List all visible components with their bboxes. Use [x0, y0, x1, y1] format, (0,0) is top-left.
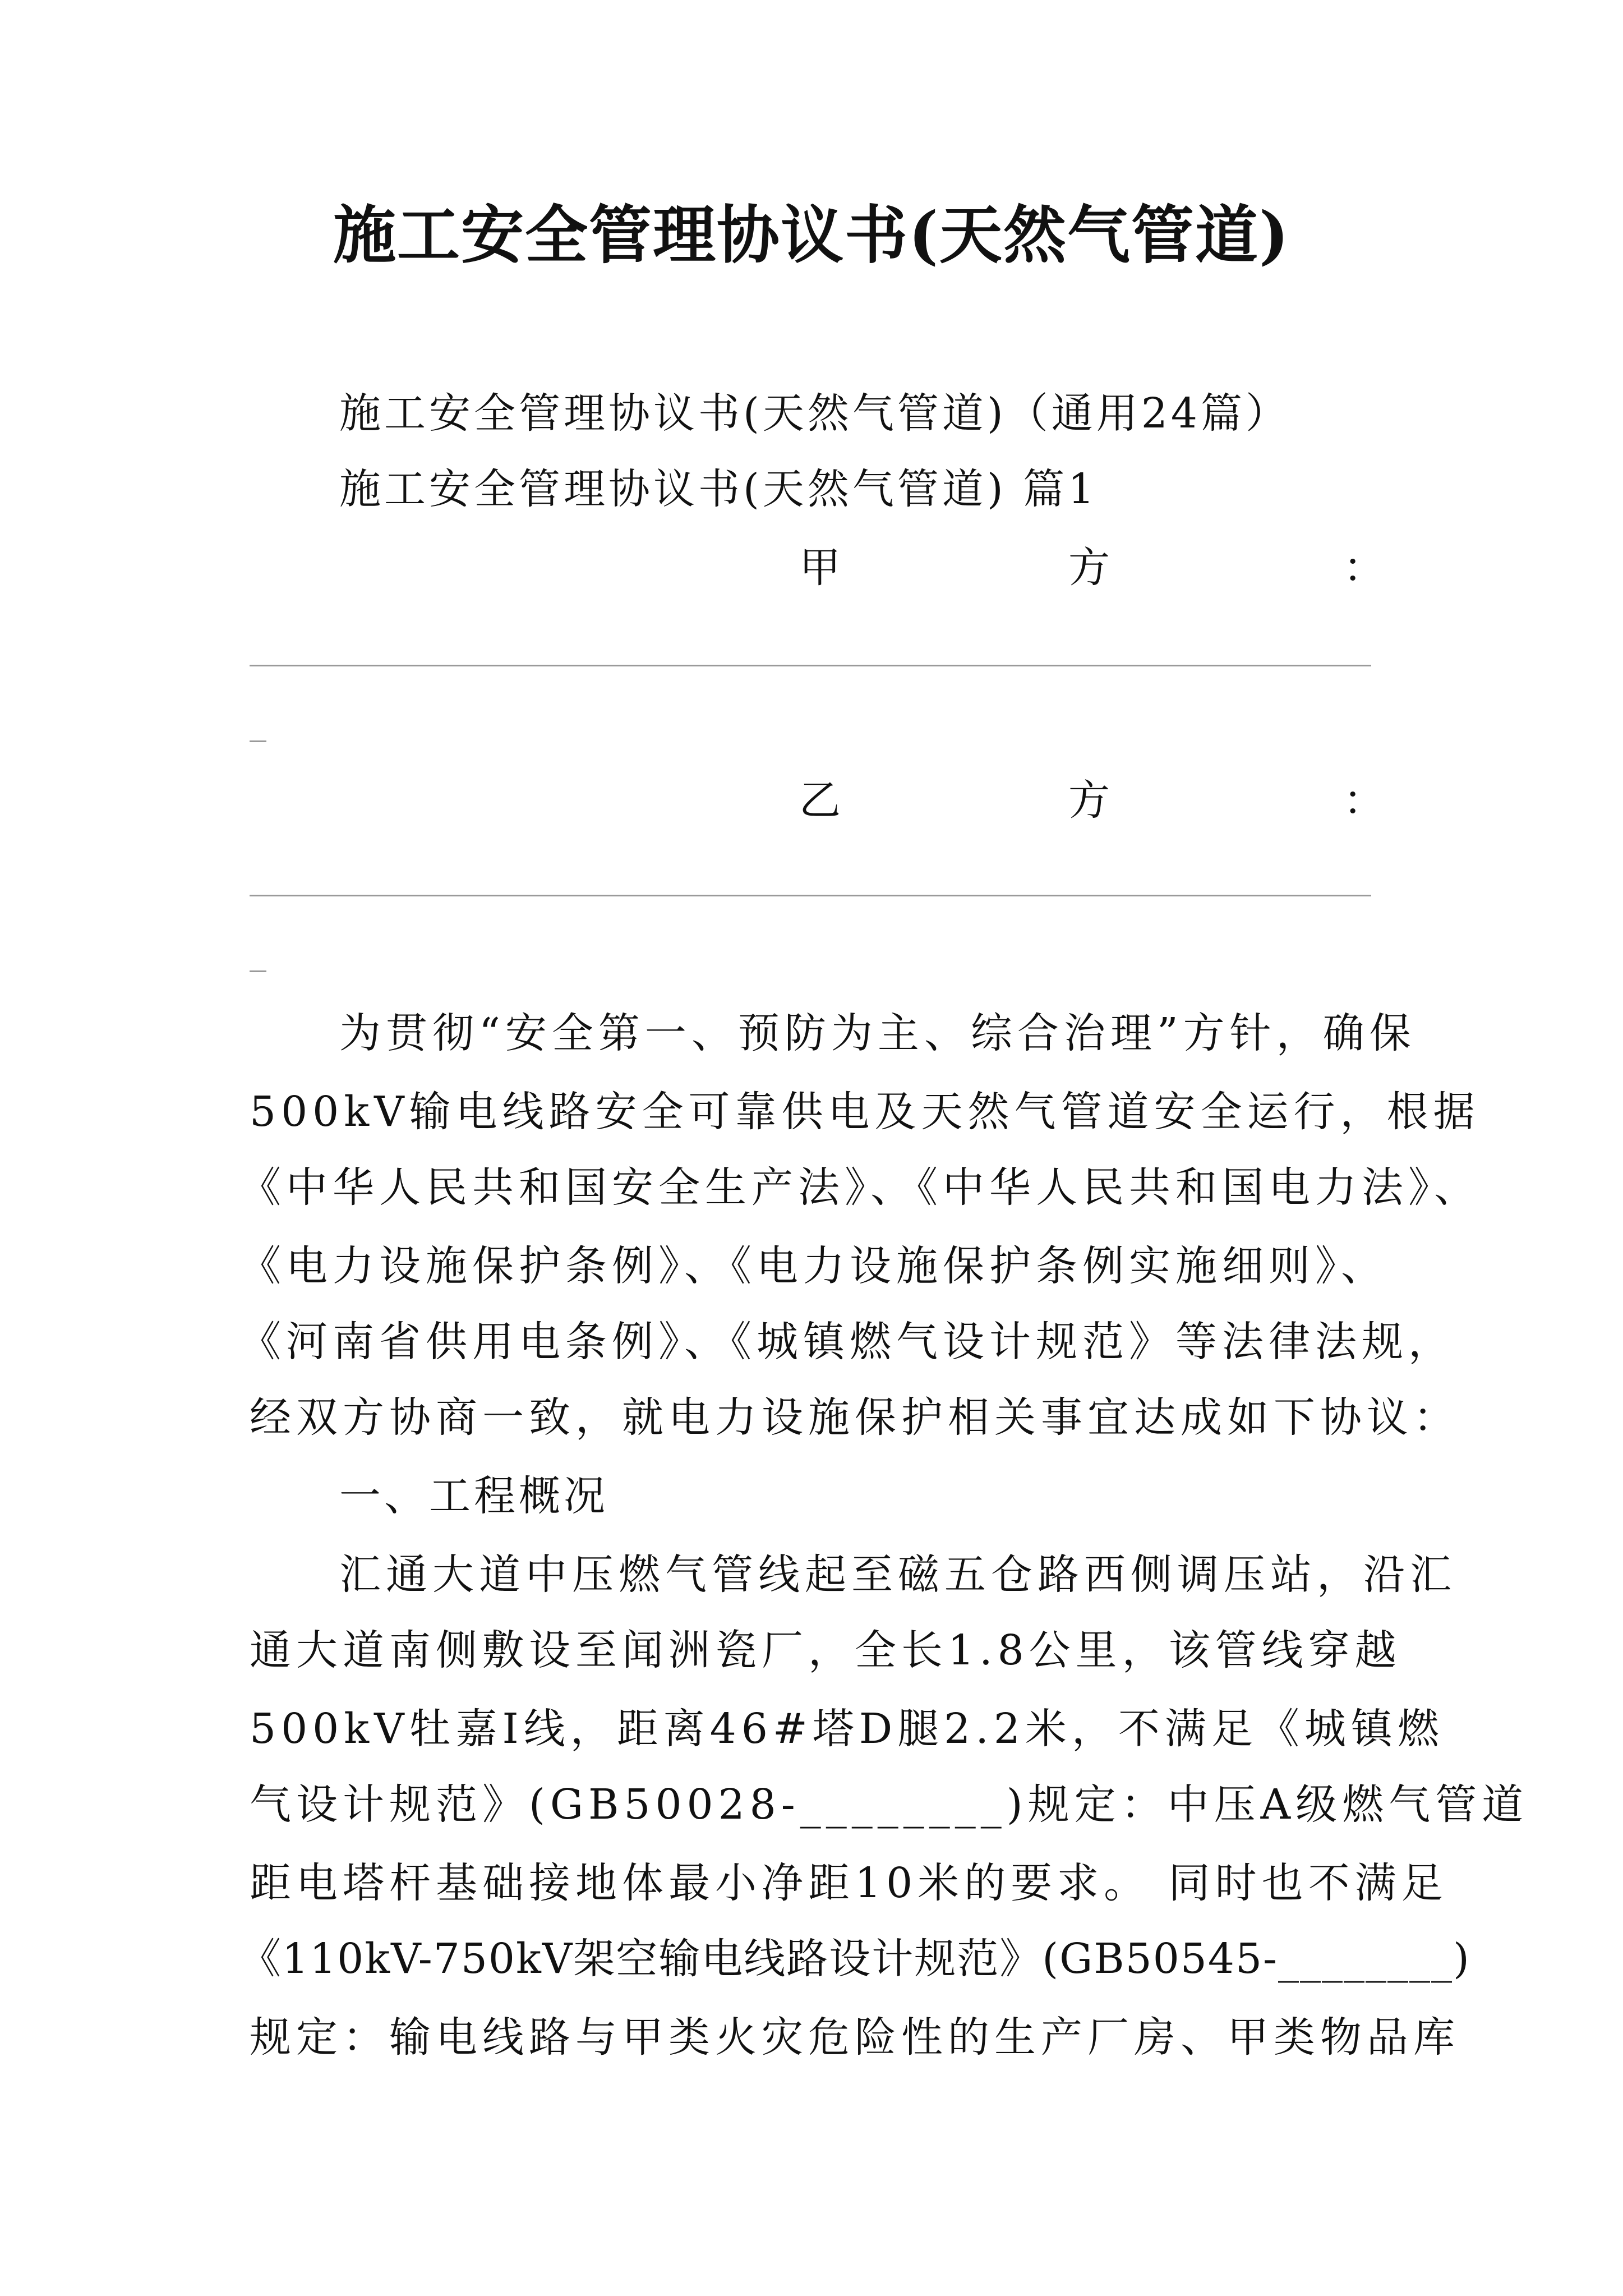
- party-a-fill-line: [250, 665, 1371, 666]
- subtitle-part: 施工安全管理协议书(天然气管道) 篇1: [339, 465, 1098, 513]
- paragraph-line: 《电力设施保护条例》、《电力设施保护条例实施细则》、: [239, 1242, 1387, 1290]
- party-b-char1: 乙: [799, 776, 841, 825]
- party-b-colon: ：: [1343, 776, 1385, 825]
- section-heading: 一、工程概况: [339, 1472, 608, 1520]
- paragraph-line: 通大道南侧敷设至闻洲瓷厂，全长1.8公里，该管线穿越: [250, 1626, 1401, 1674]
- paragraph-line: 《河南省供用电条例》、《城镇燃气设计规范》等法律法规，: [239, 1318, 1455, 1366]
- party-a-fill-dash: [250, 740, 266, 742]
- document-title: 施工安全管理协议书(天然气管道): [333, 199, 1290, 272]
- party-a-char1: 甲: [799, 544, 841, 592]
- party-b-fill-dash: [250, 970, 266, 972]
- party-b-fill-line: [250, 895, 1371, 896]
- paragraph-line: 为贯彻“安全第一、预防为主、综合治理”方针，确保: [339, 1009, 1416, 1057]
- paragraph-line: 气设计规范》(GB50028-________)规定：中压A级燃气管道: [250, 1780, 1529, 1829]
- paragraph-line: 500kV输电线路安全可靠供电及天然气管道安全运行，根据: [250, 1088, 1480, 1136]
- paragraph-line: 《110kV-750kV架空输电线路设计规范》(GB50545-________): [239, 1935, 1470, 1983]
- paragraph-line: 汇通大道中压燃气管线起至磁五仓路西侧调压站，沿汇: [339, 1550, 1456, 1599]
- paragraph-line: 距电塔杆基础接地体最小净距10米的要求。 同时也不满足: [250, 1859, 1448, 1907]
- paragraph-line: 经双方协商一致，就电力设施保护相关事宜达成如下协议：: [250, 1393, 1460, 1442]
- paragraph-line: 《中华人民共和国安全生产法》、《中华人民共和国电力法》、: [239, 1163, 1481, 1212]
- paragraph-line: 500kV牡嘉Ⅰ线，距离46#塔D腿2.2米，不满足《城镇燃: [250, 1705, 1444, 1753]
- party-a-char2: 方: [1068, 544, 1110, 592]
- party-a-colon: ：: [1343, 544, 1385, 592]
- subtitle-all: 施工安全管理协议书(天然气管道)（通用24篇）: [339, 389, 1290, 438]
- party-b-char2: 方: [1068, 776, 1110, 825]
- paragraph-line: 规定：输电线路与甲类火灾危险性的生产厂房、甲类物品库: [250, 2013, 1460, 2062]
